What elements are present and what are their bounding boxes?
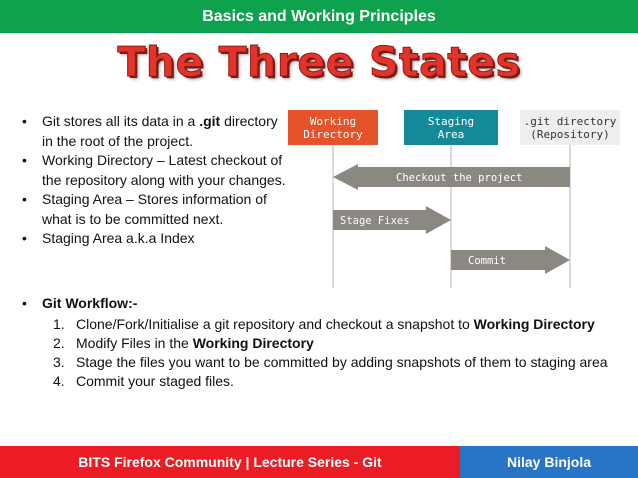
checkout-arrow-label: Checkout the project <box>396 172 523 184</box>
stage-fixes-arrow-label: Stage Fixes <box>340 215 410 227</box>
bullet-bold-text: .git <box>199 113 221 129</box>
bullet-index <box>18 229 286 249</box>
bullet-working-directory <box>18 151 286 190</box>
workflow-steps <box>18 315 618 391</box>
step-number: 1. <box>53 316 65 332</box>
bullet-text: Git stores all its data in a <box>42 113 200 129</box>
git-directory-label-1: .git directory <box>523 115 617 128</box>
step-text: Clone/Fork/Initialise a git repository and checkout a snapshot to <box>76 316 474 332</box>
workflow-step <box>18 353 618 372</box>
step-bold-text: Working Directory <box>192 335 314 351</box>
commit-arrow-label: Commit <box>468 255 506 267</box>
bullet-text: directory in the root of the project. <box>42 113 278 149</box>
bullet-text: Working Directory – Latest checkout of the repository along with your changes. <box>42 152 286 188</box>
step-number: 3. <box>53 354 65 370</box>
intro-bullet-list <box>18 112 286 249</box>
three-states-diagram <box>286 110 626 295</box>
bullet-staging-area <box>18 190 286 229</box>
step-text: Modify Files in the <box>76 335 193 351</box>
working-directory-label-2: Directory <box>303 128 363 141</box>
workflow-heading: • Git Workflow:- <box>18 294 618 313</box>
section-header <box>0 0 638 33</box>
workflow-step <box>18 315 618 334</box>
git-workflow-section <box>18 294 618 391</box>
footer-author <box>460 446 638 478</box>
step-text: Stage the files you want to be committed by adding snapshots of them to staging area <box>76 354 608 370</box>
footer-series-text: BITS Firefox Community | Lecture Series - Git <box>78 454 382 470</box>
footer-series <box>0 446 460 478</box>
slide-title: The Three States <box>117 38 521 86</box>
workflow-step <box>18 334 618 353</box>
step-bold-text: Working Directory <box>473 316 595 332</box>
bullet-git-directory <box>18 112 286 151</box>
staging-area-label-2: Area <box>437 128 465 141</box>
staging-area-label-1: Staging <box>427 115 475 128</box>
three-states-svg <box>286 110 626 290</box>
step-number: 2. <box>53 335 65 351</box>
git-directory-label-2: (Repository) <box>530 128 610 141</box>
step-number: 4. <box>53 373 65 389</box>
working-directory-label-1: Working <box>309 115 357 128</box>
step-text: Commit your staged files. <box>76 373 234 389</box>
footer-author-text: Nilay Binjola <box>506 454 592 470</box>
section-title: Basics and Working Principles <box>202 7 436 25</box>
workflow-step <box>18 372 618 391</box>
bullet-text: Staging Area – Stores information of what is to be committed next. <box>42 191 267 227</box>
bullet-text: Staging Area a.k.a Index <box>42 230 195 246</box>
